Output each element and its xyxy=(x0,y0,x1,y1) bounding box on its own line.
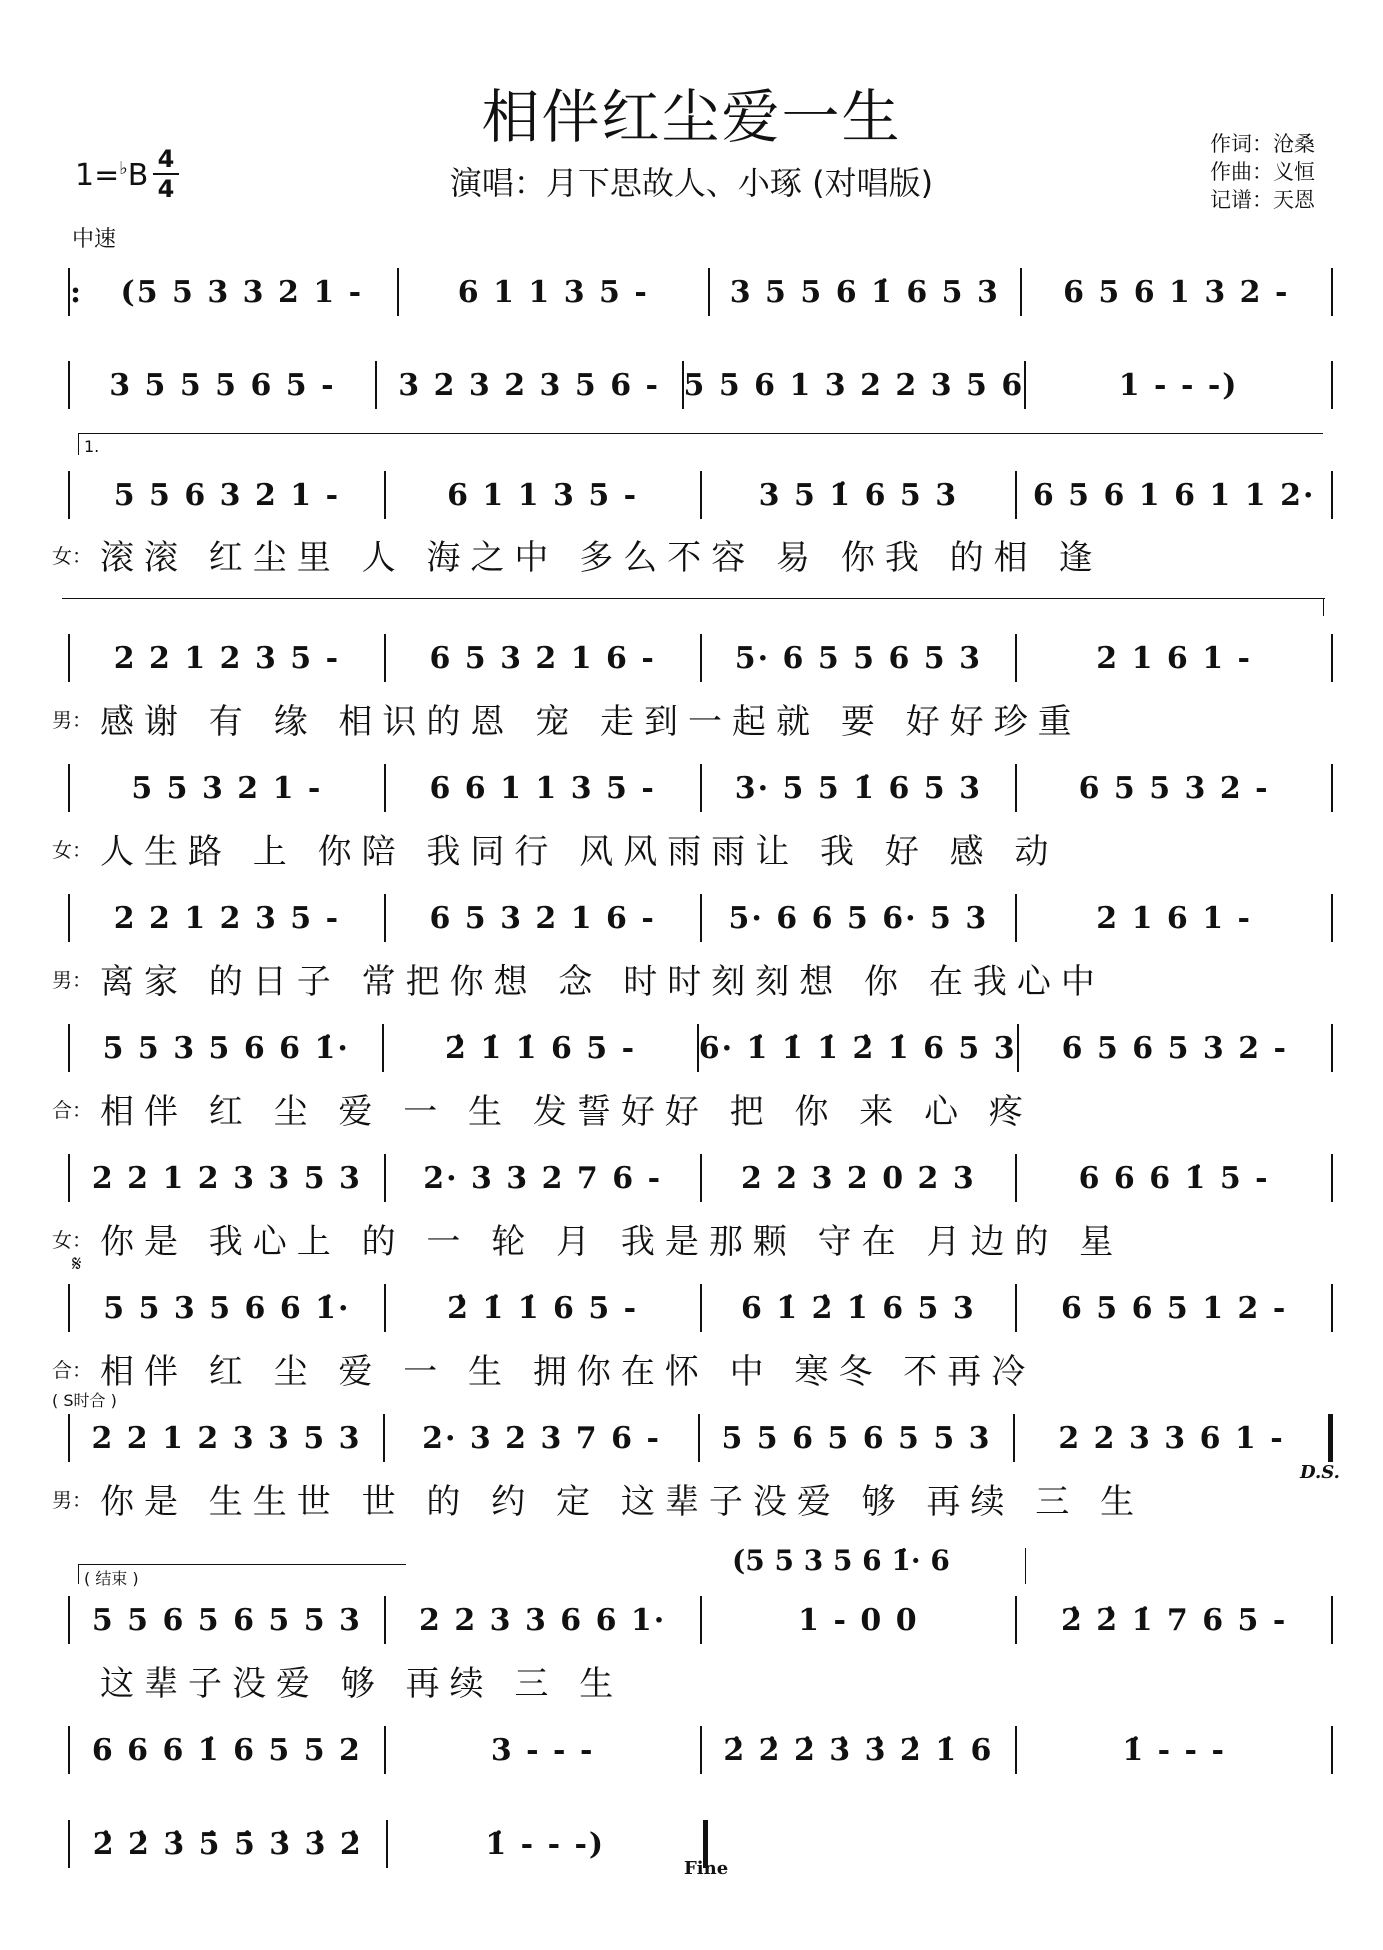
measure: 2̇ 2̇ 3̇ 5̇ 5̇ 3̇ 3̇ 2̇ xyxy=(92,1826,363,1862)
singer-role: 男： xyxy=(52,967,92,992)
lyric-line xyxy=(52,1658,1322,1702)
barline xyxy=(1331,1154,1333,1202)
measure: 1 - 0 0 xyxy=(798,1602,919,1638)
notation-row xyxy=(68,262,1333,322)
notation-row xyxy=(68,1590,1333,1650)
measure: 3 - - - xyxy=(490,1732,595,1768)
measure: 5· 6 5 5 6 5 3 xyxy=(734,640,982,676)
notation-row xyxy=(68,1408,1333,1468)
measure: 2 2 1 2 3 3 5 3 xyxy=(91,1420,362,1456)
measure: 5 5 3 5 6 6 1̇· xyxy=(103,1290,351,1326)
ending-hook xyxy=(78,1564,79,1584)
barline xyxy=(1331,894,1333,942)
lyric-line xyxy=(52,696,1322,740)
measure: 6 5 3 2 1 6 - xyxy=(429,900,656,936)
credits xyxy=(1210,130,1315,214)
score-title: 相伴红尘爱一生 xyxy=(481,83,902,151)
singer-role: 女： xyxy=(52,1227,92,1252)
lyric-text: 你是 生生世 世 的 约 定 这辈子没爱 够 再续 三 生 xyxy=(100,1481,1145,1522)
measure: 5 5 6 1 3 2 2 3 5 6 xyxy=(683,367,1025,403)
singer-role: 男： xyxy=(52,707,92,732)
notation-row xyxy=(68,1148,1333,1208)
measure: 3 5 1̇ 6 5 3 xyxy=(758,477,959,513)
measure: 6 5 3 2 1 6 - xyxy=(429,640,656,676)
measure: 2· 3 2 3 7 6 - xyxy=(422,1420,661,1456)
measure: 6 1 1 3 5 - xyxy=(447,477,639,513)
measure: 5 5 3 5 6 6 1̇· xyxy=(102,1030,350,1066)
lyric-line xyxy=(52,1346,1322,1390)
tempo-marking: 中速 xyxy=(72,227,117,252)
notation-row xyxy=(68,888,1333,948)
notation-row xyxy=(68,355,1333,415)
measure: 6 5 6 1 3 2 - xyxy=(1063,274,1290,310)
measure: 6 5 6 5 1 2 - xyxy=(1060,1290,1288,1326)
singer-role: 女： xyxy=(52,837,92,862)
ending-label: ( 结束 ) xyxy=(84,1569,139,1588)
notation-row xyxy=(68,465,1333,525)
measure: 6· 1̇ 1̇ 1̇ 2̇ 1̇ 6 5 3 xyxy=(698,1030,1017,1066)
measure: 1̇ - - -) xyxy=(485,1826,606,1862)
measure: 5· 6 6 5 6· 5 3 xyxy=(728,900,989,936)
measure: 3 2 3 2 3 5 6 - xyxy=(398,367,660,403)
measure: 2 2 3 3 6 6 1· xyxy=(419,1602,667,1638)
lyric-text: 相伴 红 尘 爱 一 生 拥你在怀 中 寒冬 不再冷 xyxy=(100,1351,1036,1392)
measure: 5 5 3 2 1 - xyxy=(131,770,323,806)
measure: 2 2 1 2 3 5 - xyxy=(113,640,341,676)
notation-row xyxy=(68,758,1333,818)
measure: 6 6 6 1̇ 5 - xyxy=(1078,1160,1270,1196)
notation-row xyxy=(68,1720,1333,1780)
measure: 6 5 6 1 6 1 1 2· xyxy=(1032,477,1316,513)
measure: 2̇ 2̇ 2̇ 3̇ 3̇ 2̇ 1̇ 6 xyxy=(723,1732,994,1768)
flat-sign: ♭ xyxy=(119,158,128,179)
measure: 2 2 1 2 3 3 5 3 xyxy=(91,1160,362,1196)
measure: 6 5 5 3 2 - xyxy=(1078,770,1270,806)
singer-line: 演唱：月下思故人、小琢 (对唱版) xyxy=(449,164,934,202)
ossia-line: (5 5 3 5 6 1̇· 6 xyxy=(732,1544,950,1577)
lyric-text: 滚滚 红尘里 人 海之中 多么不容 易 你我 的相 逢 xyxy=(100,537,1103,578)
ending-line xyxy=(78,1564,406,1565)
measure: 3 5 5 6 1̇ 6 5 3 xyxy=(729,274,1000,310)
segno-sign: 𝄋 xyxy=(72,1252,82,1277)
barline xyxy=(1331,1726,1333,1774)
measure: 2̇ 1̇ 1̇ 6 5 - xyxy=(447,1290,639,1326)
repeat-start-sign: : xyxy=(70,274,82,310)
barline xyxy=(1331,1024,1333,1072)
time-bottom: 4 xyxy=(157,175,175,203)
lyric-line xyxy=(52,1216,1322,1260)
barline xyxy=(1331,471,1333,519)
time-top: 4 xyxy=(157,145,175,173)
notation-row xyxy=(68,1814,708,1874)
s-label: ( S时合 ) xyxy=(52,1391,117,1410)
barline xyxy=(1331,1284,1333,1332)
measure: (5 5 3 3 2 1 - xyxy=(120,274,364,310)
key-note: B xyxy=(127,158,149,193)
singer-role: 女： xyxy=(52,543,92,568)
measure: 5 5 6 3 2 1 - xyxy=(113,477,341,513)
measure: 6 6 6 1̇ 6 5 5 2 xyxy=(91,1732,362,1768)
lyric-text: 你是 我心上 的 一 轮 月 我是那颗 守在 月边的 星 xyxy=(100,1221,1124,1262)
lyric-line xyxy=(52,1476,1322,1520)
measure: 6 5 6 5 3 2 - xyxy=(1061,1030,1288,1066)
transcriber: 记谱：天恩 xyxy=(1210,188,1315,212)
singer-role: 男： xyxy=(52,1487,92,1512)
barline xyxy=(1331,268,1333,316)
notation-row xyxy=(68,1278,1333,1338)
lyric-line xyxy=(52,956,1322,1000)
lyric-line xyxy=(52,532,1322,576)
composer: 作曲：义恒 xyxy=(1210,160,1315,184)
measure: 2 2 3 2 0 2 3 xyxy=(740,1160,976,1196)
singer-role: 合： xyxy=(52,1357,92,1382)
lyric-text: 感谢 有 缘 相识的恩 宠 走到一起就 要 好好珍重 xyxy=(100,701,1082,742)
system-bracket-line xyxy=(62,598,1325,599)
singer-role: 合： xyxy=(52,1097,92,1122)
volta-line xyxy=(78,433,1323,434)
ds-mark: D.S. xyxy=(1300,1462,1340,1483)
measure: 6 1 1 3 5 - xyxy=(457,274,649,310)
barline xyxy=(1331,764,1333,812)
lyric-line xyxy=(52,826,1322,870)
lyric-text: 人生路 上 你陪 我同行 风风雨雨让 我 好 感 动 xyxy=(100,831,1059,872)
barline xyxy=(1331,361,1333,409)
measure: 1 - - -) xyxy=(1118,367,1239,403)
barline xyxy=(1331,1596,1333,1644)
measure: 5 5 6 5 6 5 5 3 xyxy=(91,1602,362,1638)
measure: 3 5 5 5 6 5 - xyxy=(109,367,336,403)
measure: 3· 5 5 1̇ 6 5 3 xyxy=(734,770,982,806)
lyric-text: 这辈子没爱 够 再续 三 生 xyxy=(100,1663,624,1704)
barline xyxy=(1328,1414,1333,1462)
lyricist: 作词：沧桑 xyxy=(1210,132,1315,156)
measure: 2 1 6 1 - xyxy=(1096,900,1252,936)
measure: 6 1̇ 2̇ 1̇ 6 5 3 xyxy=(740,1290,976,1326)
volta-number: 1. xyxy=(84,437,100,456)
notation-row xyxy=(68,1018,1333,1078)
lyric-line xyxy=(52,1086,1322,1130)
measure: 2̇ 2̇ 1̇ 7 6 5 - xyxy=(1060,1602,1288,1638)
lyric-text: 相伴 红 尘 爱 一 生 发誓好好 把 你 来 心 疼 xyxy=(100,1091,1033,1132)
measure: 2 2 3 3 6 1 - xyxy=(1058,1420,1285,1456)
measure: 6 6 1 1 3 5 - xyxy=(429,770,656,806)
ossia-bar xyxy=(1025,1548,1026,1584)
notation-row xyxy=(68,628,1333,688)
volta-hook xyxy=(78,433,79,455)
lyric-text: 离家 的日子 常把你想 念 时时刻刻想 你 在我心中 xyxy=(100,961,1105,1002)
barline xyxy=(1331,634,1333,682)
measure: 2̇ 1̇ 1̇ 6 5 - xyxy=(445,1030,637,1066)
measure: 1̇ - - - xyxy=(1122,1732,1226,1768)
measure: 2 1 6 1 - xyxy=(1096,640,1252,676)
measure: 2 2 1 2 3 5 - xyxy=(113,900,341,936)
measure: 5 5 6 5 6 5 5 3 xyxy=(721,1420,992,1456)
key-prefix: 1= xyxy=(75,158,120,193)
system-bracket-hook xyxy=(1323,598,1324,616)
fine-mark: Fine xyxy=(684,1858,729,1879)
measure: 2· 3 3 2 7 6 - xyxy=(423,1160,663,1196)
